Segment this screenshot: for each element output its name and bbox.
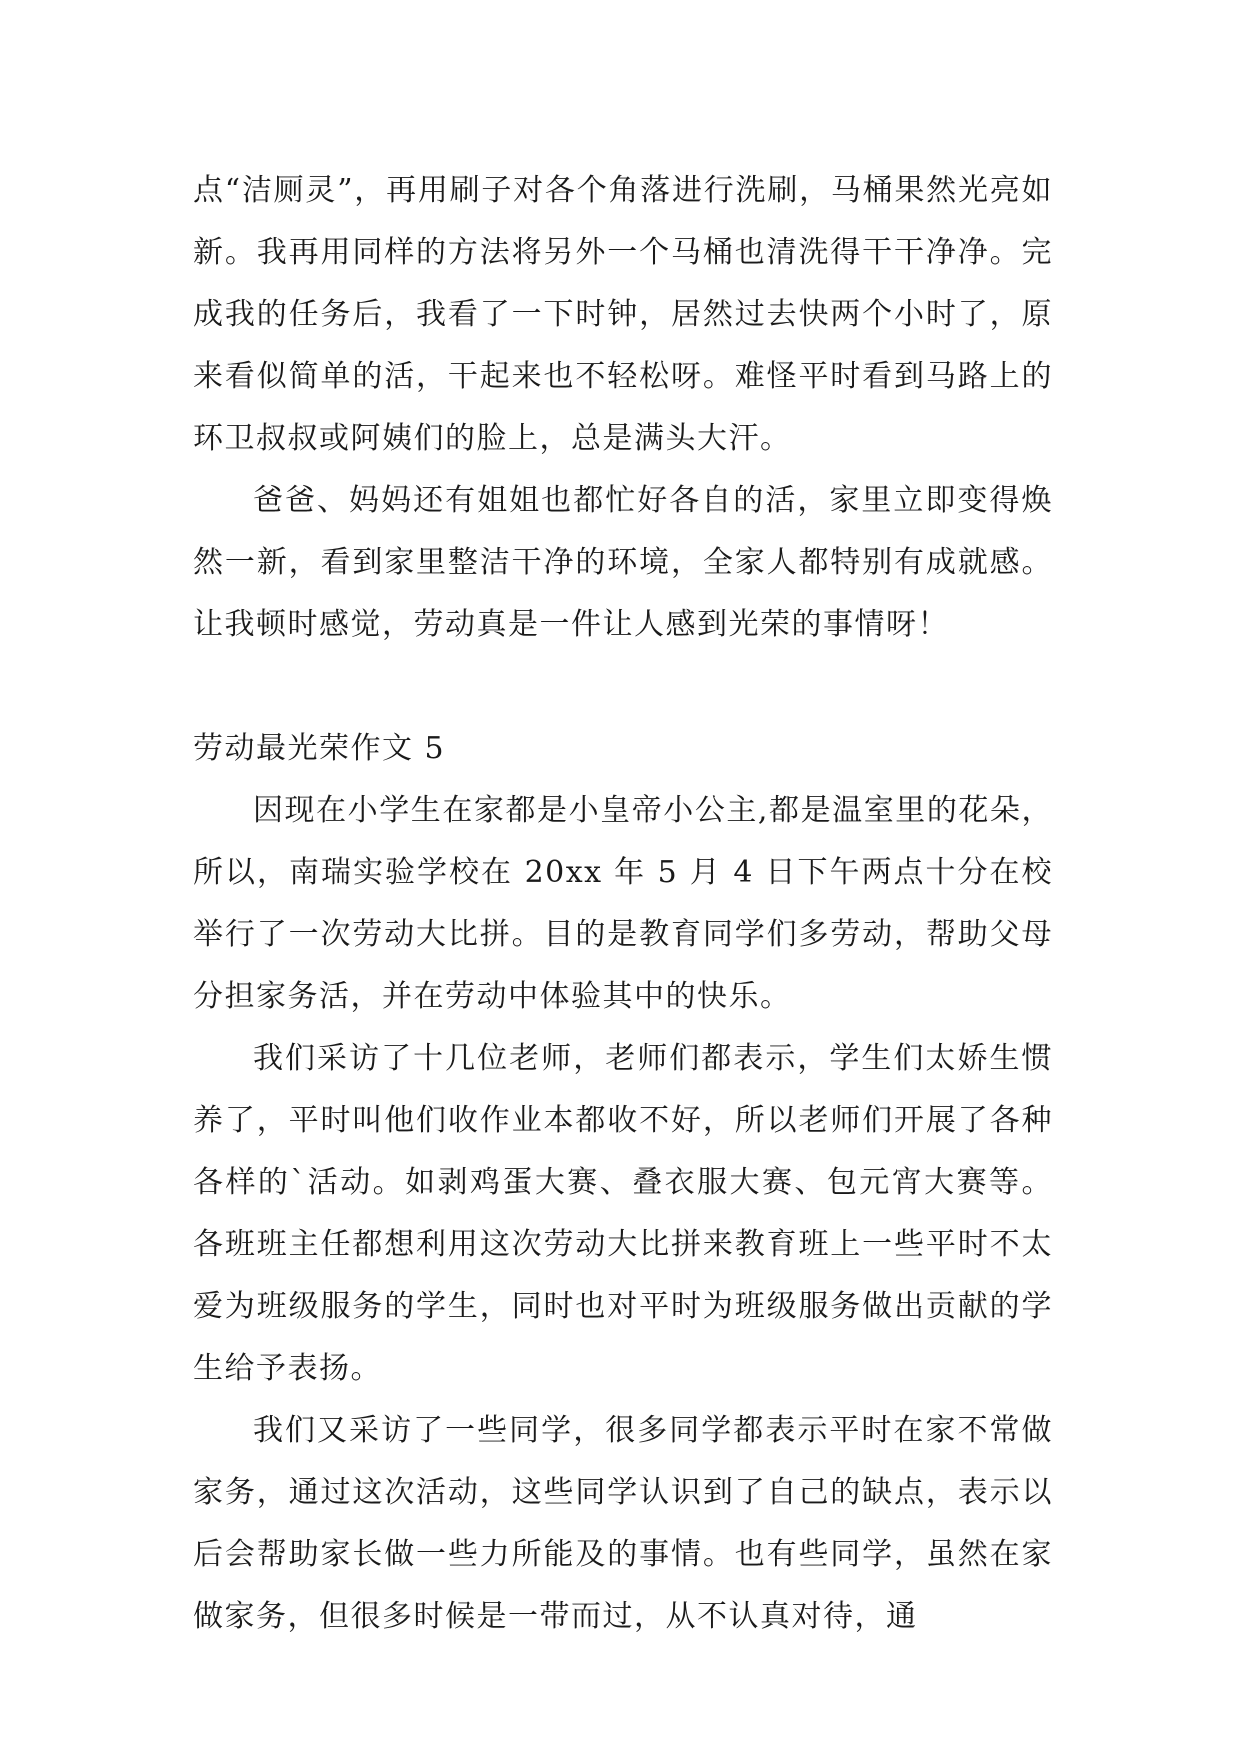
paragraph: 因现在小学生在家都是小皇帝小公主,都是温室里的花朵，所以，南瑞实验学校在 20xx 年 5 月 4 日下午两点十分在校举行了一次劳动大比拼。目的是教育同学们多劳动，帮助父母分担家务活，并在劳动中体验其中的快乐。 [193,793,1053,1014]
paragraph: 我们采访了十几位老师，老师们都表示，学生们太娇生惯养了，平时叫他们收作业本都收不好，所以老师们开展了各种各样的`活动。如剥鸡蛋大赛、叠衣服大赛、包元宵大赛等。各班班主任都想利用这次劳动大比拼来教育班上一些平时不太爱为班级服务的学生，同时也对平时为班级服务做出贡献的学生给予表扬。 [193,1041,1053,1386]
section-spacer [193,656,1053,718]
document-body [193,160,1053,1648]
paragraph: 我们又采访了一些同学，很多同学都表示平时在家不常做家务，通过这次活动，这些同学认识到了自己的缺点，表示以后会帮助家长做一些力所能及的事情。也有些同学，虽然在家做家务，但很多时候是一带而过，从不认真对待，通 [193,1413,1053,1634]
paragraph: 爸爸、妈妈还有姐姐也都忙好各自的活，家里立即变得焕然一新，看到家里整洁干净的环境，全家人都特别有成就感。让我顿时感觉，劳动真是一件让人感到光荣的事情呀！ [193,483,1053,642]
paragraph-continued: 点“洁厕灵”，再用刷子对各个角落进行洗刷，马桶果然光亮如新。我再用同样的方法将另外一个马桶也清洗得干干净净。完成我的任务后，我看了一下时钟，居然过去快两个小时了，原来看似简单的活，干起来也不轻松呀。难怪平时看到马路上的环卫叔叔或阿姨们的脸上，总是满头大汗。 [193,173,1053,456]
section-title: 劳动最光荣作文 5 [193,731,446,766]
